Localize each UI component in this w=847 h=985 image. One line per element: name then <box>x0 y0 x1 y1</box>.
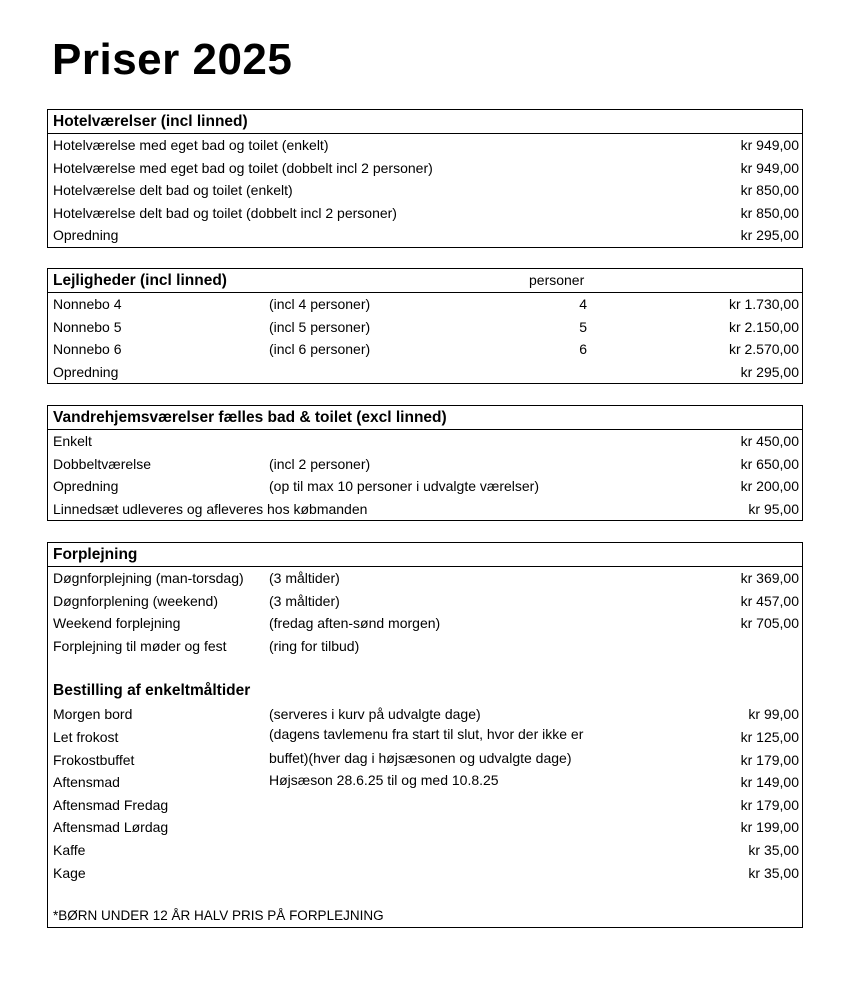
row-note: (incl 4 personer) <box>269 296 371 312</box>
row-persons: 6 <box>579 341 587 358</box>
row-note: (3 måltider) <box>269 592 340 609</box>
table-row <box>48 475 802 498</box>
row-note: (incl 2 personer) <box>269 455 371 472</box>
footnote <box>48 905 802 927</box>
table-row <box>48 839 802 862</box>
spacer <box>48 884 802 905</box>
row-label: Kaffe <box>53 841 86 858</box>
row-persons: 4 <box>579 296 587 312</box>
row-price: kr 199,00 <box>740 819 799 836</box>
row-label: Linnedsæt udleveres og afleveres hos købmanden <box>53 500 368 517</box>
table-row <box>48 293 802 316</box>
table-row <box>48 612 802 635</box>
table-row <box>48 316 802 339</box>
section-title: Lejligheder (incl linned) <box>53 272 227 289</box>
row-note: (3 måltider) <box>269 570 340 586</box>
row-label: Kage <box>53 864 86 881</box>
row-label: Hotelværelse delt bad og toilet (dobbelt incl 2 personer) <box>53 204 397 221</box>
row-label: Hotelværelse med eget bad og toilet (dobbelt incl 2 personer) <box>53 159 433 176</box>
table-row <box>48 816 802 839</box>
row-label: Aftensmad Fredag <box>53 796 169 813</box>
row-price: kr 125,00 <box>740 728 799 745</box>
table-row <box>48 794 802 817</box>
row-label: Døgnforplejning (man-torsdag) <box>53 570 244 586</box>
section-title: Forplejning <box>53 546 138 563</box>
apartments-heading <box>48 269 802 293</box>
hostel-rooms-table <box>47 405 803 521</box>
row-price: kr 149,00 <box>740 774 799 791</box>
row-note: Højsæson 28.6.25 til og med 10.8.25 <box>269 772 499 789</box>
row-price: kr 99,00 <box>748 706 799 723</box>
row-label: Hotelværelse med eget bad og toilet (enkelt) <box>53 137 329 153</box>
row-price: kr 35,00 <box>748 864 799 881</box>
row-note: (incl 6 personer) <box>269 341 371 358</box>
hostel-rooms-heading <box>48 406 802 430</box>
row-price: kr 1.730,00 <box>728 296 799 312</box>
row-price: kr 200,00 <box>740 478 799 495</box>
row-price: kr 295,00 <box>740 363 799 380</box>
row-price: kr 850,00 <box>740 182 799 199</box>
catering-heading <box>48 543 802 567</box>
table-row <box>48 771 802 794</box>
row-price: kr 295,00 <box>740 227 799 244</box>
persons-column-header: personer <box>529 272 585 288</box>
row-note: (serveres i kurv på udvalgte dage) <box>269 706 481 723</box>
row-label: Aftensmad <box>53 774 120 791</box>
table-row <box>48 157 802 180</box>
row-label: Nonnebo 5 <box>53 318 122 335</box>
table-row <box>48 430 802 453</box>
row-label: Forplejning til møder og fest <box>53 637 227 654</box>
row-label: Morgen bord <box>53 706 133 723</box>
page-title: Priser 2025 <box>52 35 293 84</box>
row-price: kr 949,00 <box>740 137 799 153</box>
row-label: Opredning <box>53 363 119 380</box>
footnote-text: *BØRN UNDER 12 ÅR HALV PRIS PÅ FORPLEJNING <box>53 908 384 924</box>
row-label: Enkelt <box>53 433 92 449</box>
row-price: kr 179,00 <box>740 751 799 768</box>
section-title: Vandrehjemsværelser fælles bad & toilet (excl linned) <box>53 409 447 426</box>
table-row <box>48 590 802 613</box>
row-price: kr 457,00 <box>740 592 799 609</box>
subheading-text: Bestilling af enkeltmåltider <box>53 682 251 700</box>
row-price: kr 949,00 <box>740 159 799 176</box>
row-label: Opredning <box>53 227 119 244</box>
row-label: Opredning <box>53 478 119 495</box>
spacer <box>48 657 802 679</box>
row-note: (dagens tavlemenu fra start til slut, hvor der ikke er <box>269 725 584 742</box>
row-price: kr 2.150,00 <box>728 318 799 335</box>
table-row <box>48 179 802 202</box>
hotel-rooms-heading <box>48 110 802 134</box>
table-row <box>48 498 802 521</box>
row-note: (incl 5 personer) <box>269 318 371 335</box>
row-price: kr 95,00 <box>748 500 799 517</box>
row-label: Dobbeltværelse <box>53 455 152 472</box>
table-row <box>48 862 802 885</box>
row-price: kr 705,00 <box>740 615 799 632</box>
table-row <box>48 749 802 772</box>
table-row <box>48 726 802 749</box>
row-price: kr 179,00 <box>740 796 799 813</box>
row-note: (fredag aften-sønd morgen) <box>269 615 441 632</box>
section-title: Hotelværelser (incl linned) <box>53 113 248 130</box>
table-row <box>48 635 802 658</box>
row-label: Aftensmad Lørdag <box>53 819 169 836</box>
apartments-table <box>47 268 803 384</box>
row-label: Hotelværelse delt bad og toilet (enkelt) <box>53 182 293 199</box>
row-note: buffet)(hver dag i højsæsonen og udvalgte dage) <box>269 749 572 766</box>
catering-table <box>47 542 803 928</box>
row-persons: 5 <box>579 318 587 335</box>
row-price: kr 650,00 <box>740 455 799 472</box>
table-row <box>48 453 802 476</box>
row-note: (ring for tilbud) <box>269 637 360 654</box>
row-price: kr 35,00 <box>748 841 799 858</box>
row-price: kr 450,00 <box>740 433 799 449</box>
row-price: kr 2.570,00 <box>728 341 799 358</box>
table-row <box>48 567 802 590</box>
table-row <box>48 338 802 361</box>
row-label: Nonnebo 4 <box>53 296 122 312</box>
row-label: Døgnforplening (weekend) <box>53 592 218 609</box>
row-label: Weekend forplejning <box>53 615 181 632</box>
row-price: kr 850,00 <box>740 204 799 221</box>
row-label: Let frokost <box>53 728 119 745</box>
table-row <box>48 202 802 225</box>
table-row <box>48 134 802 157</box>
table-row <box>48 224 802 247</box>
hotel-rooms-table <box>47 109 803 248</box>
table-row <box>48 361 802 384</box>
row-label: Frokostbuffet <box>53 751 135 768</box>
single-meals-heading <box>48 679 802 703</box>
row-note: (op til max 10 personer i udvalgte værelser) <box>269 478 540 495</box>
row-label: Nonnebo 6 <box>53 341 122 358</box>
row-price: kr 369,00 <box>740 570 799 586</box>
